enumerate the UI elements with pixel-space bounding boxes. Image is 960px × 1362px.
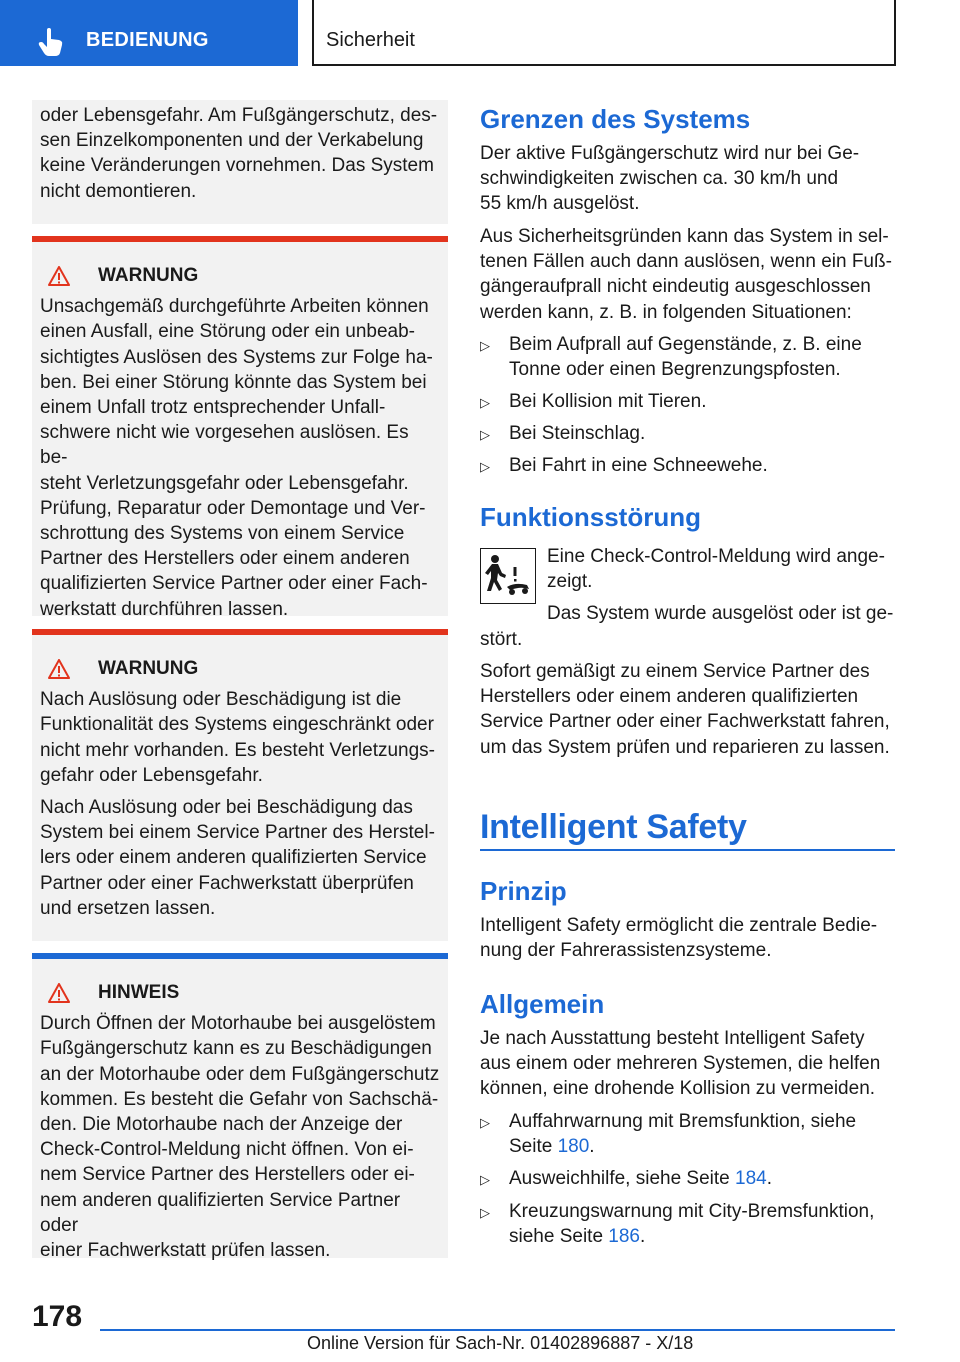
malfunction-heading: Funktionsstörung: [480, 502, 701, 532]
text-line: Eine Check-Control-Meldung wird ange-: [547, 546, 885, 567]
text-line: an der Motorhaube oder dem Fußgängerschutz: [40, 1063, 440, 1085]
text-line: Partner oder einer Fachwerkstatt überprüfen: [40, 872, 414, 894]
list-item: [480, 421, 896, 446]
principle-heading: Prinzip: [480, 876, 567, 906]
text-line: Bei Fahrt in eine Schneewehe.: [509, 455, 768, 476]
warning-label: WARNUNG: [98, 658, 199, 679]
text-line: Check-Control-Meldung nicht öffnen. Von ei-: [40, 1139, 414, 1161]
text-line: Beim Aufprall auf Gegenstände, z. B. eine: [509, 334, 862, 355]
text-line: nicht mehr vorhanden. Es besteht Verletzungs-: [40, 739, 436, 761]
list-item: [480, 1166, 896, 1191]
text-line: einer Fachwerkstatt prüfen lassen.: [40, 1240, 331, 1262]
general-heading: Allgemein: [480, 989, 605, 1019]
text-line: lers oder einem anderen qualifizierten Service: [40, 847, 427, 869]
chapter-title: Sicherheit: [326, 29, 415, 51]
page-number: 178: [32, 1300, 83, 1333]
limits-heading: Grenzen des Systems: [480, 104, 751, 134]
text-span: .: [640, 1226, 646, 1248]
warning-triangle-icon: [48, 266, 70, 286]
text-line: Unsachgemäß durchgeführte Arbeiten können: [40, 296, 429, 318]
text-line: [509, 1134, 896, 1159]
text-line: Herstellers oder einem anderen qualifizierten: [480, 686, 859, 708]
text-line: tenen Fällen auch dann auslösen, wenn ein Fuß-: [480, 251, 892, 273]
malfunction-continued: [480, 627, 896, 652]
text-line: Nach Auslösung oder bei Beschädigung das: [40, 797, 413, 819]
text-line: qualifizierten Service Partner oder einer Fach-: [40, 573, 428, 595]
bullet-triangle-icon: ▷: [480, 427, 490, 442]
text-line: schwere nicht wie vorgesehen auslösen. Es be-: [40, 422, 409, 469]
page-link-184[interactable]: 184: [735, 1168, 767, 1189]
text-line: einem Unfall trotz entsprechender Unfall-: [40, 397, 386, 419]
list-item: [480, 389, 896, 414]
text-line: gefahr oder Lebensgefahr.: [40, 764, 263, 786]
warning-triangle-icon: [48, 659, 70, 679]
text-line: sen Einzelkomponenten und der Verkabelung: [40, 130, 424, 152]
text-line: zeigt.: [547, 571, 593, 593]
list-item: [480, 1109, 896, 1159]
text-line: Fußgängerschutz kann es zu Beschädigungen: [40, 1038, 432, 1060]
text-span: .: [766, 1168, 772, 1189]
text-line: keine Veränderungen vornehmen. Das System: [40, 155, 434, 177]
text-line: kommen. Es besteht die Gefahr von Sachschä-: [40, 1088, 439, 1110]
text-span: siehe Seite: [509, 1226, 609, 1248]
text-line: und ersetzen lassen.: [40, 897, 216, 919]
warning-label: WARNUNG: [98, 265, 199, 286]
section-tab[interactable]: [0, 0, 298, 66]
text-span: Seite: [509, 1136, 558, 1158]
text-line: werden kann, z. B. in folgenden Situationen:: [480, 301, 852, 323]
hint-label: HINWEIS: [98, 982, 180, 1003]
text-line: werkstatt durchführen lassen.: [40, 598, 289, 620]
text-line: Nach Auslösung oder Beschädigung ist die: [40, 689, 402, 711]
text-line: Prüfung, Reparatur oder Demontage und Ver-: [40, 497, 426, 519]
malfunction-paragraph-2: [480, 659, 896, 760]
warning-box: [32, 635, 448, 941]
footer-rule: [100, 1329, 895, 1331]
text-line: Intelligent Safety ermöglicht die zentrale Bedie-: [480, 915, 878, 936]
text-line: Durch Öffnen der Motorhaube bei ausgelöstem: [40, 1013, 436, 1035]
warning-title: [40, 656, 440, 681]
bullet-triangle-icon: ▷: [480, 338, 490, 353]
bullet-triangle-icon: ▷: [480, 1115, 490, 1130]
text-line: den. Die Motorhaube nach der Anzeige der: [40, 1114, 403, 1136]
general-paragraph: [480, 1026, 896, 1102]
text-line: Das System wurde ausgelöst oder ist ge-: [547, 603, 894, 625]
page-link-180[interactable]: 180: [557, 1136, 590, 1158]
hand-pointer-icon: [38, 28, 64, 56]
bullet-triangle-icon: ▷: [480, 459, 490, 474]
warning-triangle-icon: [48, 983, 70, 1003]
text-line: aus einem oder mehreren Systemen, die helfen: [480, 1053, 881, 1075]
text-line: um das System prüfen und reparieren zu lassen.: [480, 736, 890, 758]
text-line: ben. Bei einer Störung könnte das System bei: [40, 371, 427, 393]
text-line: Tonne oder einen Begrenzungspfosten.: [509, 359, 841, 381]
online-version-text: Online Version für Sach-Nr. 01402896887 - X/18: [307, 1333, 694, 1353]
hint-title: [40, 980, 440, 1005]
text-line: Bei Steinschlag.: [509, 423, 646, 444]
section-label: BEDIENUNG: [86, 29, 209, 51]
text-line: sichtigtes Auslösen des Systems zur Folge ha-: [40, 346, 433, 368]
text-line: Kreuzungswarnung mit City-Bremsfunktion,: [509, 1201, 875, 1222]
pedestrian-protection-icon: [480, 548, 536, 604]
bullet-triangle-icon: ▷: [480, 1172, 490, 1187]
bullet-triangle-icon: ▷: [480, 395, 490, 410]
bullet-triangle-icon: ▷: [480, 1205, 490, 1220]
text-line: [509, 1224, 896, 1249]
list-item: [480, 332, 896, 382]
text-line: oder Lebensgefahr. Am Fußgängerschutz, des-: [40, 105, 438, 126]
list-item: [480, 1199, 896, 1249]
heading-rule: [480, 849, 895, 851]
text-line: nem anderen qualifizierten Service Partner oder: [40, 1189, 401, 1236]
text-line: Partner des Herstellers oder einem anderen: [40, 548, 410, 570]
text-line: stört.: [480, 629, 523, 650]
text-line: Je nach Ausstattung besteht Intelligent Safety: [480, 1028, 865, 1049]
text-line: Bei Kollision mit Tieren.: [509, 391, 707, 412]
limits-paragraph-1: [480, 141, 896, 217]
text-line: 55 km/h ausgelöst.: [480, 193, 640, 215]
principle-paragraph: [480, 913, 896, 963]
text-line: [509, 1166, 896, 1191]
hint-box: [32, 959, 448, 1262]
page-link-186[interactable]: 186: [608, 1226, 640, 1248]
text-line: Funktionalität des Systems eingeschränkt oder: [40, 714, 434, 736]
text-line: nung der Fahrerassistenzsysteme.: [480, 940, 772, 962]
text-line: einen Ausfall, eine Störung oder ein unbeab-: [40, 321, 415, 343]
text-line: Auffahrwarnung mit Bremsfunktion, siehe: [509, 1111, 857, 1132]
text-span: .: [589, 1136, 595, 1158]
text-line: Sofort gemäßigt zu einem Service Partner des: [480, 661, 870, 682]
warning-box: [32, 242, 448, 620]
warning-title: [40, 263, 440, 288]
safety-heading: Intelligent Safety: [480, 808, 747, 846]
text-line: System bei einem Service Partner des Herstel-: [40, 822, 435, 844]
text-line: schwindigkeiten zwischen ca. 30 km/h und: [480, 168, 839, 190]
text-line: Der aktive Fußgängerschutz wird nur bei Ge-: [480, 143, 860, 164]
text-line: gängeraufprall nicht eindeutig ausgeschlossen: [480, 276, 871, 298]
continued-warning-box: [32, 100, 448, 224]
text-line: nicht demontieren.: [40, 180, 197, 202]
text-line: Service Partner oder einer Fachwerkstatt fahren,: [480, 711, 890, 733]
chapter-header: [312, 0, 896, 66]
limits-paragraph-2: [480, 224, 896, 325]
text-line: schrottung des Systems von einem Service: [40, 523, 405, 545]
text-line: steht Verletzungsgefahr oder Lebensgefahr.: [40, 472, 409, 494]
text-line: Aus Sicherheitsgründen kann das System in sel-: [480, 226, 889, 247]
text-line: können, eine drohende Kollision zu vermeiden.: [480, 1078, 876, 1100]
text-line: nem Service Partner des Herstellers oder ei-: [40, 1164, 415, 1186]
text-span: Ausweichhilfe, siehe Seite: [509, 1168, 736, 1189]
malfunction-icon-text: [547, 544, 897, 627]
list-item: [480, 453, 896, 478]
